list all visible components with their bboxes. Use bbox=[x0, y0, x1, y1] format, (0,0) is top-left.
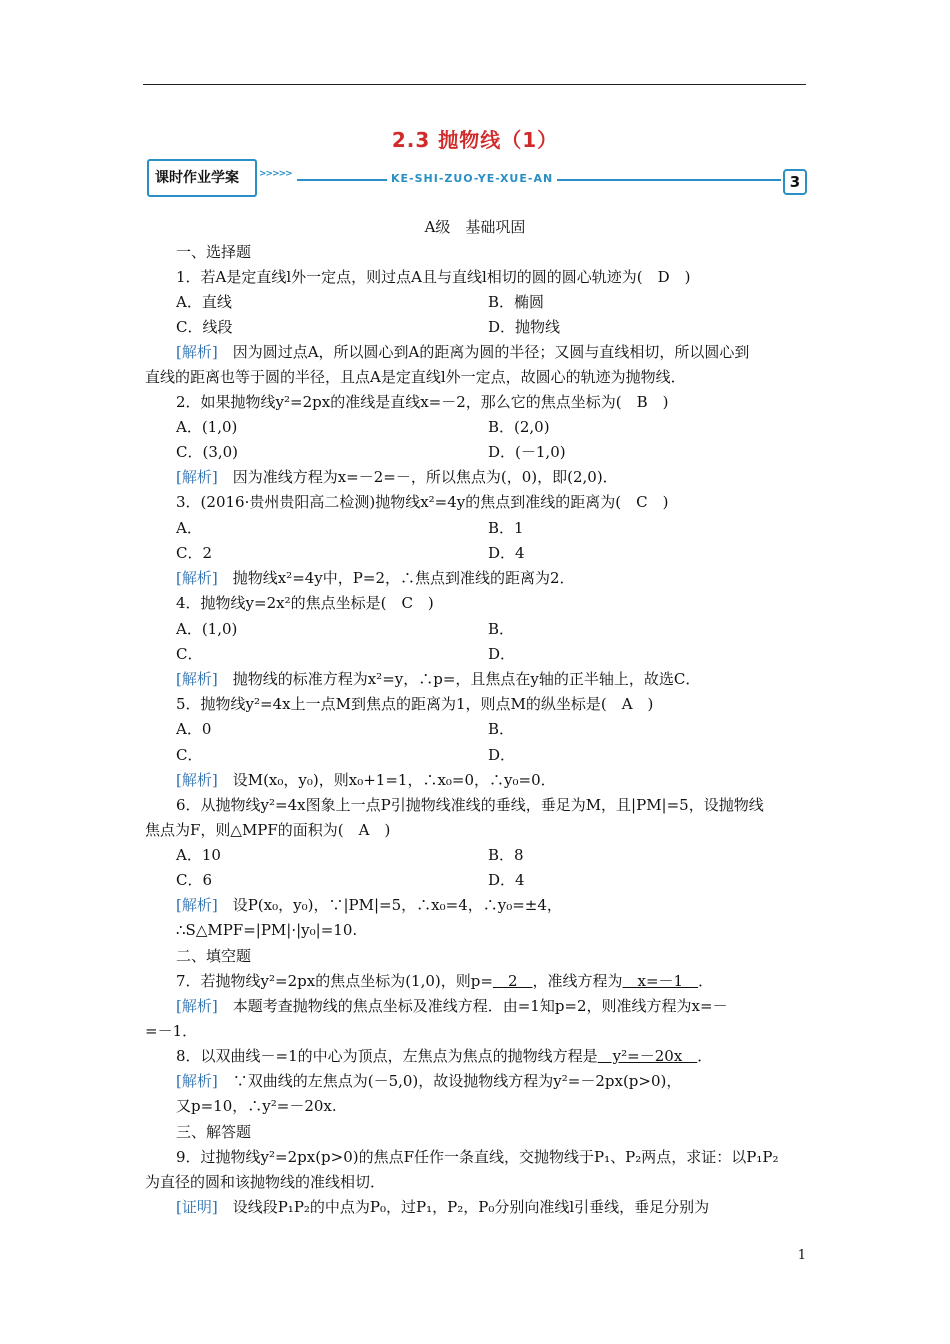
option-c: C．(3,0) bbox=[176, 443, 239, 461]
option-a: A． bbox=[176, 519, 202, 537]
question-text: ． bbox=[697, 1047, 713, 1065]
answer-blank: x=－1 bbox=[622, 972, 699, 990]
option-d: D． bbox=[488, 645, 516, 663]
option-a: A．0 bbox=[176, 720, 212, 738]
analysis-tag: [解析] bbox=[176, 343, 218, 361]
proof-tag: [证明] bbox=[176, 1198, 218, 1216]
option-b: B． bbox=[488, 620, 515, 638]
analysis-tag: [解析] bbox=[176, 1072, 218, 1090]
analysis-tag: [解析] bbox=[176, 997, 218, 1015]
option-a: A．(1,0) bbox=[176, 620, 238, 638]
question-6: 6．从抛物线y²=4x图象上一点P引抛物线准线的垂线，垂足为M，且|PM|=5，设抛物线 bbox=[176, 796, 764, 814]
question-3: 3．(2016·贵州贵阳高二检测)抛物线x²=4y的焦点到准线的距离为( C ) bbox=[176, 493, 669, 511]
banner-pinyin: KE-SHI-ZUO-YE-XUE-AN bbox=[387, 172, 557, 185]
analysis-text: 设M(x₀，y₀)，则x₀+1=1，∴x₀=0，∴y₀=0． bbox=[217, 771, 556, 789]
level-heading: A级 基础巩固 bbox=[424, 218, 526, 236]
analysis-text: 本题考查抛物线的焦点坐标及准线方程．由=1知p=2，则准线方程为x=－ bbox=[217, 997, 728, 1015]
question-text: 8．以双曲线－=1的中心为顶点，左焦点为焦点的抛物线方程是 bbox=[176, 1047, 598, 1065]
option-b: B．椭圆 bbox=[488, 293, 545, 311]
question-9-cont: 为直径的圆和该抛物线的准线相切． bbox=[145, 1173, 386, 1191]
option-c: C．6 bbox=[176, 871, 213, 889]
option-d: D．抛物线 bbox=[488, 318, 561, 336]
header-rule bbox=[143, 84, 806, 85]
proof-9 bbox=[176, 1197, 709, 1217]
question-8 bbox=[176, 1046, 712, 1066]
question-1: 1．若A是定直线l外一定点，则过点A且与直线l相切的圆的圆心轨迹为( D ) bbox=[176, 268, 691, 286]
option-b: B． bbox=[488, 720, 515, 738]
answer-blank: 2 bbox=[492, 972, 533, 990]
option-d: D．(－1,0) bbox=[488, 443, 566, 461]
question-6-cont: 焦点为F，则△MPF的面积为( A ) bbox=[145, 821, 391, 839]
question-text: ，准线方程为 bbox=[532, 972, 623, 990]
option-b: B．1 bbox=[488, 519, 524, 537]
analysis-tag: [解析] bbox=[176, 670, 218, 688]
question-9: 9．过抛物线y²=2px(p>0)的焦点F任作一条直线，交抛物线于P₁、P₂两点，求证：以P₁P₂ bbox=[176, 1148, 779, 1166]
option-d: D．4 bbox=[488, 544, 525, 562]
analysis-text: 因为圆过点A，所以圆心到A的距离为圆的半径；又圆与直线相切，所以圆心到 bbox=[217, 343, 750, 361]
analysis-6 bbox=[176, 895, 562, 915]
analysis-6-cont: ∴S△MPF=|PM|·|y₀|=10. bbox=[176, 921, 358, 939]
analysis-text: 因为准线方程为x=－2=－，所以焦点为(，0)，即(2,0)． bbox=[217, 468, 618, 486]
option-b: B．8 bbox=[488, 846, 524, 864]
section-banner bbox=[147, 159, 807, 197]
banner-label-box bbox=[147, 159, 257, 197]
option-c: C．2 bbox=[176, 544, 213, 562]
question-text: 7．若抛物线y²=2px的焦点坐标为(1,0)，则p= bbox=[176, 972, 493, 990]
question-4: 4．抛物线y=2x²的焦点坐标是( C ) bbox=[176, 594, 434, 612]
analysis-4 bbox=[176, 669, 700, 689]
page-title: 2.3 抛物线（1） bbox=[391, 128, 559, 152]
analysis-1-cont: 直线的距离也等于圆的半径，且点A是定直线l外一定点，故圆心的轨迹为抛物线． bbox=[145, 368, 686, 386]
analysis-7 bbox=[176, 996, 728, 1016]
analysis-7-cont: =－1． bbox=[145, 1022, 198, 1040]
analysis-tag: [解析] bbox=[176, 771, 218, 789]
question-5: 5．抛物线y²=4x上一点M到焦点的距离为1，则点M的纵坐标是( A ) bbox=[176, 695, 654, 713]
analysis-tag: [解析] bbox=[176, 896, 218, 914]
question-text: ． bbox=[698, 972, 714, 990]
section-heading-fill: 二、填空题 bbox=[176, 947, 252, 965]
analysis-text: 设P(x₀，y₀)，∵|PM|=5，∴x₀=4，∴y₀=±4， bbox=[217, 896, 562, 914]
analysis-tag: [解析] bbox=[176, 569, 218, 587]
question-7 bbox=[176, 971, 713, 991]
option-a: A．(1,0) bbox=[176, 418, 238, 436]
option-b: B．(2,0) bbox=[488, 418, 550, 436]
option-a: A．10 bbox=[176, 846, 221, 864]
question-2: 2．如果抛物线y²=2px的准线是直线x=－2，那么它的焦点坐标为( B ) bbox=[176, 393, 669, 411]
banner-arrows: >>>>> bbox=[259, 169, 292, 179]
proof-text: 设线段P₁P₂的中点为P₀，过P₁，P₂，P₀分别向准线l引垂线，垂足分别为 bbox=[217, 1198, 710, 1216]
section-heading-solve: 三、解答题 bbox=[176, 1123, 252, 1141]
section-heading-choice: 一、选择题 bbox=[176, 243, 252, 261]
option-a: A．直线 bbox=[176, 293, 232, 311]
analysis-text: 抛物线的标准方程为x²=y，∴p=，且焦点在y轴的正半轴上，故选C． bbox=[217, 670, 701, 688]
option-d: D． bbox=[488, 746, 516, 764]
analysis-8-cont: 又p=10，∴y²=－20x. bbox=[176, 1097, 337, 1115]
analysis-8 bbox=[176, 1071, 681, 1091]
analysis-text: 抛物线x²=4y中，P=2，∴焦点到准线的距离为2． bbox=[217, 569, 575, 587]
analysis-tag: [解析] bbox=[176, 468, 218, 486]
option-d: D．4 bbox=[488, 871, 525, 889]
banner-label: 课时作业学案 bbox=[155, 170, 239, 186]
answer-blank: y²=－20x bbox=[597, 1047, 698, 1065]
analysis-text: ∵双曲线的左焦点为(－5,0)，故设抛物线方程为y²=－2px(p>0)， bbox=[217, 1072, 682, 1090]
page-number: 1 bbox=[797, 1248, 806, 1263]
analysis-3 bbox=[176, 568, 575, 588]
option-c: C． bbox=[176, 746, 203, 764]
analysis-2 bbox=[176, 467, 618, 487]
analysis-5 bbox=[176, 770, 556, 790]
analysis-1 bbox=[176, 342, 749, 362]
option-c: C．线段 bbox=[176, 318, 233, 336]
option-c: C． bbox=[176, 645, 203, 663]
banner-number: 3 bbox=[783, 169, 807, 195]
